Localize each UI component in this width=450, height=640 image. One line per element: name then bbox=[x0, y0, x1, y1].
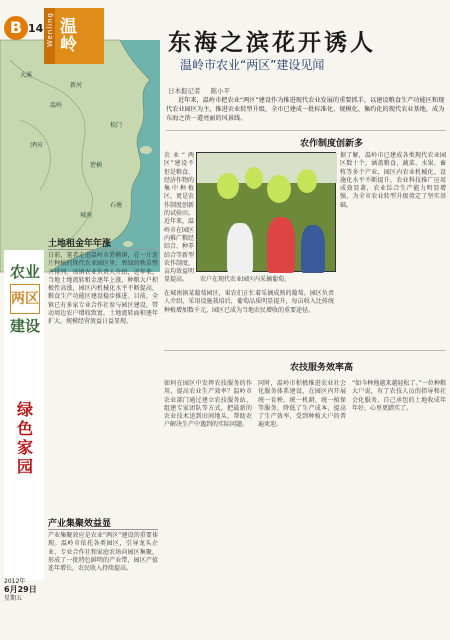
section-header-vertical: Wenling bbox=[46, 12, 54, 48]
map-label: 温岭 bbox=[50, 102, 63, 109]
map-label: 大溪 bbox=[20, 72, 33, 79]
section-title: 温岭 bbox=[60, 17, 77, 55]
divider bbox=[164, 350, 446, 351]
byline-source: 日本报记者 bbox=[168, 87, 201, 95]
map-label: 箬横 bbox=[90, 162, 103, 169]
article-tech-service-b: 同时，温岭市积极推进农业社会化服务体系建设，在园区内开展统一育秧、统一机耕、统一植保等服务，降低了生产成本，提高了生产效率，受到种植大户的普遍欢迎。 bbox=[258, 380, 346, 429]
byline bbox=[168, 86, 238, 95]
map-label: 石塘 bbox=[110, 202, 123, 209]
article-land-rent: 日前，笔者走进温岭市箬横镇，在一片连片种植的现代农业园区里，碧绿的秧苗整齐排列。该镇农业负责人介绍，近年来，当地土地流转租金逐年上涨，种粮大户积极性高涨，园区内机械化水平不断提高，粮食生产功能区建设稳步推进。目前，全镇已有多家专业合作社参与园区建设，带动周边农户增收致富，土地流转面积逐年扩大，规模经营效益日益显现。 bbox=[48, 252, 158, 326]
map-label: 泽国 bbox=[30, 142, 43, 149]
page-subtitle: 温岭市农业“两区”建设见闻 bbox=[180, 58, 325, 72]
grape-harvest-photo bbox=[196, 152, 336, 272]
article-innovation-a: 农业“两区”建设不但是粮食、经济作物的集中种植区，更是农作制度创新的试验田。近年来，温岭市在园区内推广粮经结合、种养结合等新型农作制度，亩均效益明显提高。 bbox=[164, 152, 195, 284]
map-label: 松门 bbox=[110, 122, 123, 129]
photo-caption: 农户在现代农业园区内采摘葡萄。 bbox=[200, 276, 291, 283]
section-heading-innovation: 农作制度创新多 bbox=[300, 139, 364, 149]
article-industry: 产业集聚效应是农业“两区”建设的重要体现。温岭市依托各类园区，引导龙头企业、专业合作社和家庭农场向园区集聚，形成了一批特色鲜明的产业带，园区产值连年增长，农民收入持续提高。 bbox=[48, 532, 158, 573]
byline-author: 陈小平 bbox=[210, 87, 231, 95]
issue-day: 6月29日 bbox=[4, 585, 37, 594]
section-badge: B bbox=[4, 16, 28, 40]
section-heading-land-rent: 土地租金年年涨 bbox=[48, 236, 158, 250]
sidebar-word-top: 农业 bbox=[9, 263, 40, 281]
issue-weekday: 星期五 bbox=[4, 595, 23, 602]
article-tech-service-c: “如今种地越来越轻松了。”一位种粮大户说，有了农技人员的指导和社会化服务，自己承包的土地收成年年好，心里更踏实了。 bbox=[352, 380, 446, 412]
map-label: 新河 bbox=[70, 82, 83, 89]
issue-date bbox=[4, 578, 44, 603]
article-innovation-b: 据了解，温岭市已建成各类现代农业园区数十个，涵盖粮食、蔬菜、水果、畜牧等多个产业，园区内农业机械化、设施化水平不断提升，农业科技推广应用成效显著，农业综合生产能力明显增强，为全市农业转型升级奠定了坚实基础。 bbox=[340, 152, 446, 209]
sidebar-word-mid: 两区 bbox=[10, 284, 40, 314]
page-title: 东海之滨花开诱人 bbox=[168, 29, 376, 56]
divider bbox=[166, 130, 446, 131]
section-heading-tech-service: 农技服务效率高 bbox=[290, 363, 354, 373]
article-tech-service-a: 如何在园区中发挥农技服务的作用，提高农业生产效率？温岭市农业部门通过建立农技服务站、组建专家团队等方式，把最新的农业技术送到田间地头，帮助农户解决生产中遇到的实际问题。 bbox=[164, 380, 252, 429]
section-heading-industry: 产业集聚效益显 bbox=[48, 516, 158, 530]
issue-year: 2012年 bbox=[4, 578, 26, 585]
map-label: 城南 bbox=[80, 212, 93, 219]
lead-paragraph: 近年来，温岭市把农业“两区”建设作为推进现代农业发展的重要抓手，以建设粮食生产功能区和现代农业园区为主，推进农业转型升级，全市已建成一批标准化、规模化、集约化的现代农业基地，成为东海之滨一道亮丽的风景线。 bbox=[166, 97, 445, 122]
page-number: 14 bbox=[28, 22, 44, 35]
brush-calligraphy: 绿色家园 bbox=[16, 400, 33, 476]
article-innovation-c: 在城南镇某葡萄园区，果农们正忙着采摘成熟的葡萄。园区负责人介绍，采用设施栽培后，葡萄品质明显提升，每亩收入比传统种植增加数千元，园区已成为当地农民增收的重要途径。 bbox=[164, 290, 334, 314]
sidebar-word-bottom: 建设 bbox=[9, 317, 40, 335]
